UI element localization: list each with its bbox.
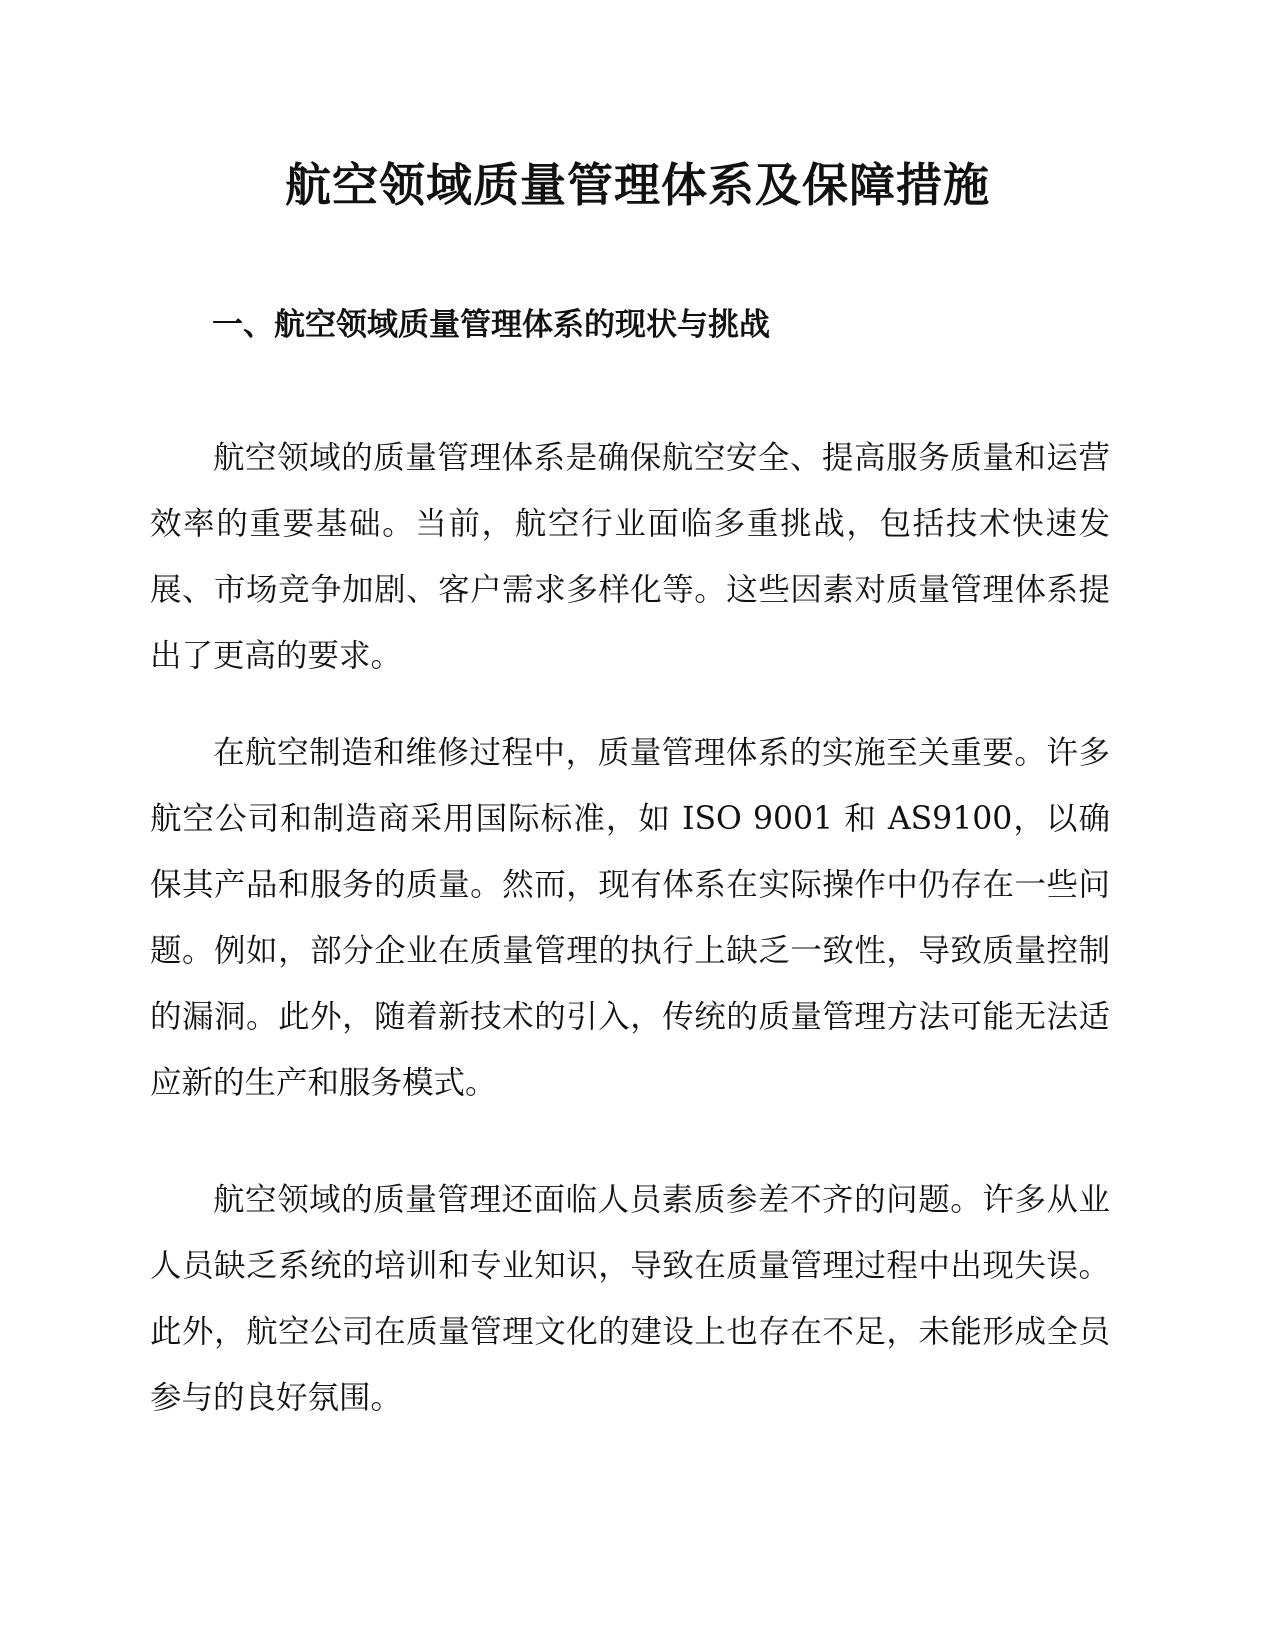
paragraph-1: 航空领域的质量管理体系是确保航空安全、提高服务质量和运营效率的重要基础。当前，航空行业面临多重挑战，包括技术快速发展、市场竞争加剧、客户需求多样化等。这些因素对质量管理体系提出了更高的要求。 bbox=[150, 440, 1110, 674]
paragraph-2: 在航空制造和维修过程中，质量管理体系的实施至关重要。许多航空公司和制造商采用国际标准，如 ISO 9001 和 AS9100，以确保其产品和服务的质量。然而，现有体系在实际操作中仍存在一些问题。例如，部分企业在质量管理的执行上缺乏一致性，导致质量控制的漏洞。此外，随着新技术的引入，传统的质量管理方法可能无法适应新的生产和服务模式。 bbox=[150, 735, 1110, 1101]
document-title: 航空领域质量管理体系及保障措施 bbox=[285, 158, 990, 212]
paragraph-3: 航空领域的质量管理还面临人员素质参差不齐的问题。许多从业人员缺乏系统的培训和专业知识，导致在质量管理过程中出现失误。此外，航空公司在质量管理文化的建设上也存在不足，未能形成全员参与的良好氛围。 bbox=[150, 1182, 1110, 1416]
section-heading: 一、航空领域质量管理体系的现状与挑战 bbox=[212, 307, 770, 343]
